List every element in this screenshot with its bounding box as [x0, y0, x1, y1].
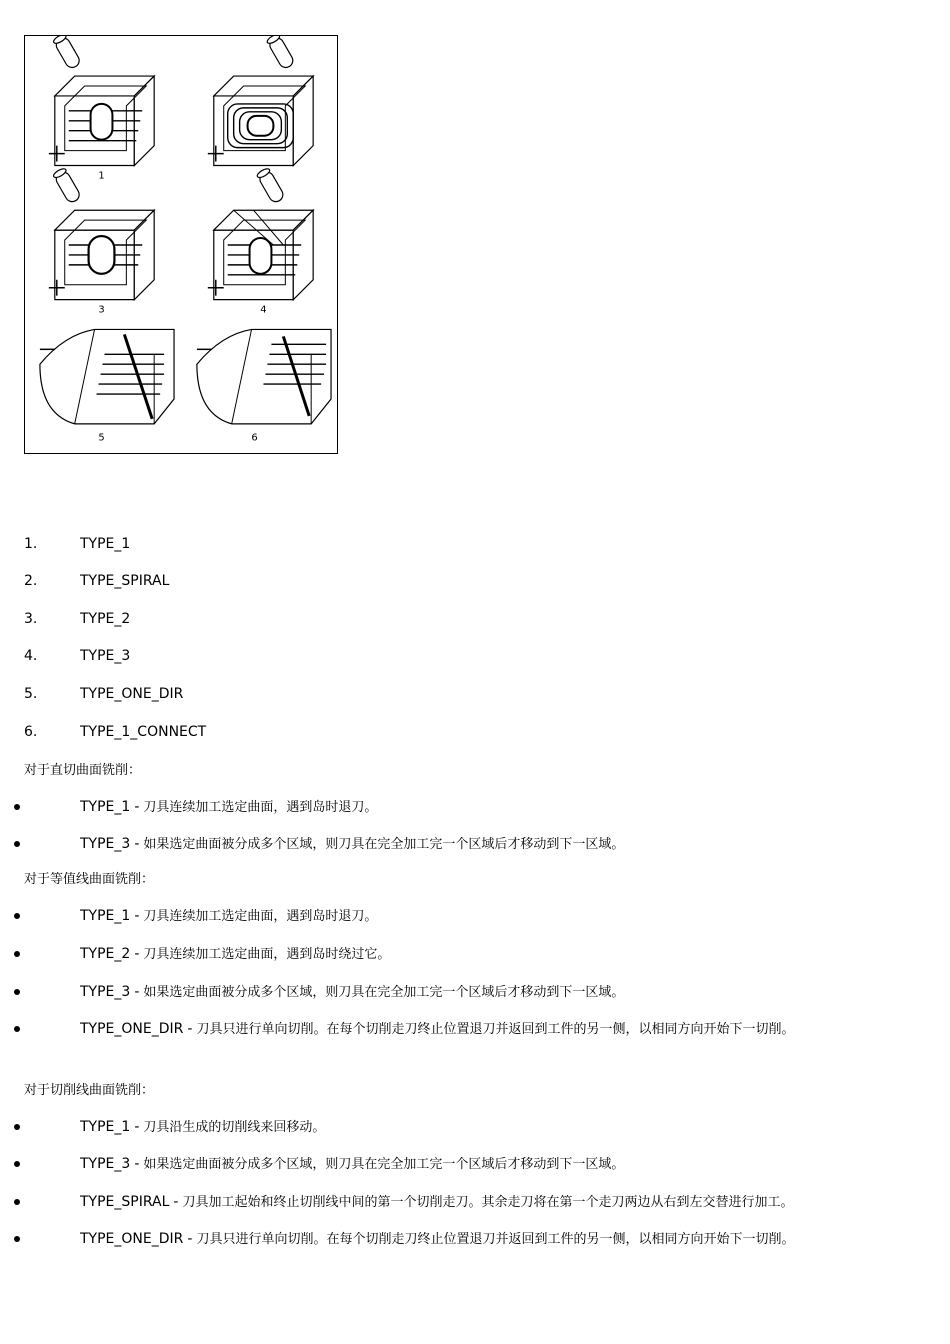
list-number: 3.: [24, 611, 38, 627]
section-heading: 对于等值线曲面铣削：: [24, 872, 155, 887]
separator: -: [134, 908, 140, 924]
machining-diagrams: [25, 36, 337, 453]
type-name: TYPE_3: [80, 1156, 131, 1172]
type-name: TYPE_1: [80, 1119, 131, 1135]
bullet-icon: [14, 989, 20, 995]
caption-4: 4: [260, 304, 267, 316]
list-item: TYPE_ONE_DIR: [80, 686, 184, 702]
bullet-icon: [14, 1199, 20, 1205]
bullet-item: [80, 1020, 794, 1039]
section-heading: 对于直切曲面铣削：: [24, 763, 142, 778]
bullet-icon: [14, 913, 20, 919]
type-name: TYPE_3: [80, 836, 131, 852]
separator: -: [134, 836, 140, 852]
list-item: TYPE_1_CONNECT: [80, 724, 207, 740]
separator: -: [187, 1231, 193, 1247]
type-name: TYPE_2: [80, 946, 131, 962]
list-number: 5.: [24, 686, 38, 702]
type-description: 刀具沿生成的切削线来回移动。: [143, 1120, 326, 1135]
type-description: 刀具只进行单向切削。在每个切削走刀终止位置退刀并返回到工件的另一侧，以相同方向开始下一切削。: [196, 1022, 795, 1037]
type-description: 如果选定曲面被分成多个区域，则刀具在完全加工完一个区域后才移动到下一区域。: [143, 985, 625, 1000]
bullet-icon: [14, 951, 20, 957]
bullet-icon: [14, 1161, 20, 1167]
bullet-item: [80, 1118, 325, 1137]
bullet-icon: [14, 1236, 20, 1242]
separator: -: [134, 984, 140, 1000]
separator: -: [134, 799, 140, 815]
bullet-item: [80, 983, 624, 1002]
list-item: TYPE_2: [80, 611, 131, 627]
bullet-item: [80, 798, 377, 817]
type-name: TYPE_1: [80, 908, 131, 924]
type-name: TYPE_1: [80, 799, 131, 815]
bullet-item: [80, 1230, 794, 1249]
list-number: 4.: [24, 648, 38, 664]
type-name: TYPE_SPIRAL: [80, 1194, 170, 1210]
bullet-icon: [14, 1026, 20, 1032]
bullet-item: [80, 835, 624, 854]
separator: -: [187, 1021, 193, 1037]
type-description: 刀具加工起始和终止切削线中间的第一个切削走刀。其余走刀将在第一个走刀两边从右到左交替进行加工。: [182, 1195, 794, 1210]
list-item: TYPE_1: [80, 536, 131, 552]
bullet-item: [80, 1155, 624, 1174]
bullet-item: [80, 1193, 793, 1212]
caption-5: 5: [98, 432, 105, 444]
separator: -: [134, 1156, 140, 1172]
type-description: 刀具只进行单向切削。在每个切削走刀终止位置退刀并返回到工件的另一侧，以相同方向开始下一切削。: [196, 1232, 795, 1247]
type-description: 刀具连续加工选定曲面，遇到岛时绕过它。: [143, 947, 391, 962]
section-heading: 对于切削线曲面铣削：: [24, 1083, 155, 1098]
separator: -: [134, 946, 140, 962]
type-description: 刀具连续加工选定曲面，遇到岛时退刀。: [143, 909, 378, 924]
type-name: TYPE_ONE_DIR: [80, 1231, 184, 1247]
list-number: 6.: [24, 724, 38, 740]
caption-1: 1: [98, 170, 105, 182]
type-description: 如果选定曲面被分成多个区域，则刀具在完全加工完一个区域后才移动到下一区域。: [143, 1157, 625, 1172]
type-name: TYPE_3: [80, 984, 131, 1000]
list-number: 1.: [24, 536, 38, 552]
bullet-icon: [14, 1124, 20, 1130]
machining-types-figure: [24, 35, 338, 454]
type-description: 如果选定曲面被分成多个区域，则刀具在完全加工完一个区域后才移动到下一区域。: [143, 837, 625, 852]
caption-6: 6: [251, 432, 258, 444]
bullet-icon: [14, 804, 20, 810]
separator: -: [134, 1119, 140, 1135]
caption-3: 3: [98, 304, 105, 316]
bullet-item: [80, 907, 377, 926]
type-description: 刀具连续加工选定曲面，遇到岛时退刀。: [143, 800, 378, 815]
bullet-item: [80, 945, 390, 964]
separator: -: [173, 1194, 179, 1210]
list-item: TYPE_SPIRAL: [80, 573, 170, 589]
type-name: TYPE_ONE_DIR: [80, 1021, 184, 1037]
list-number: 2.: [24, 573, 38, 589]
list-item: TYPE_3: [80, 648, 131, 664]
bullet-icon: [14, 841, 20, 847]
